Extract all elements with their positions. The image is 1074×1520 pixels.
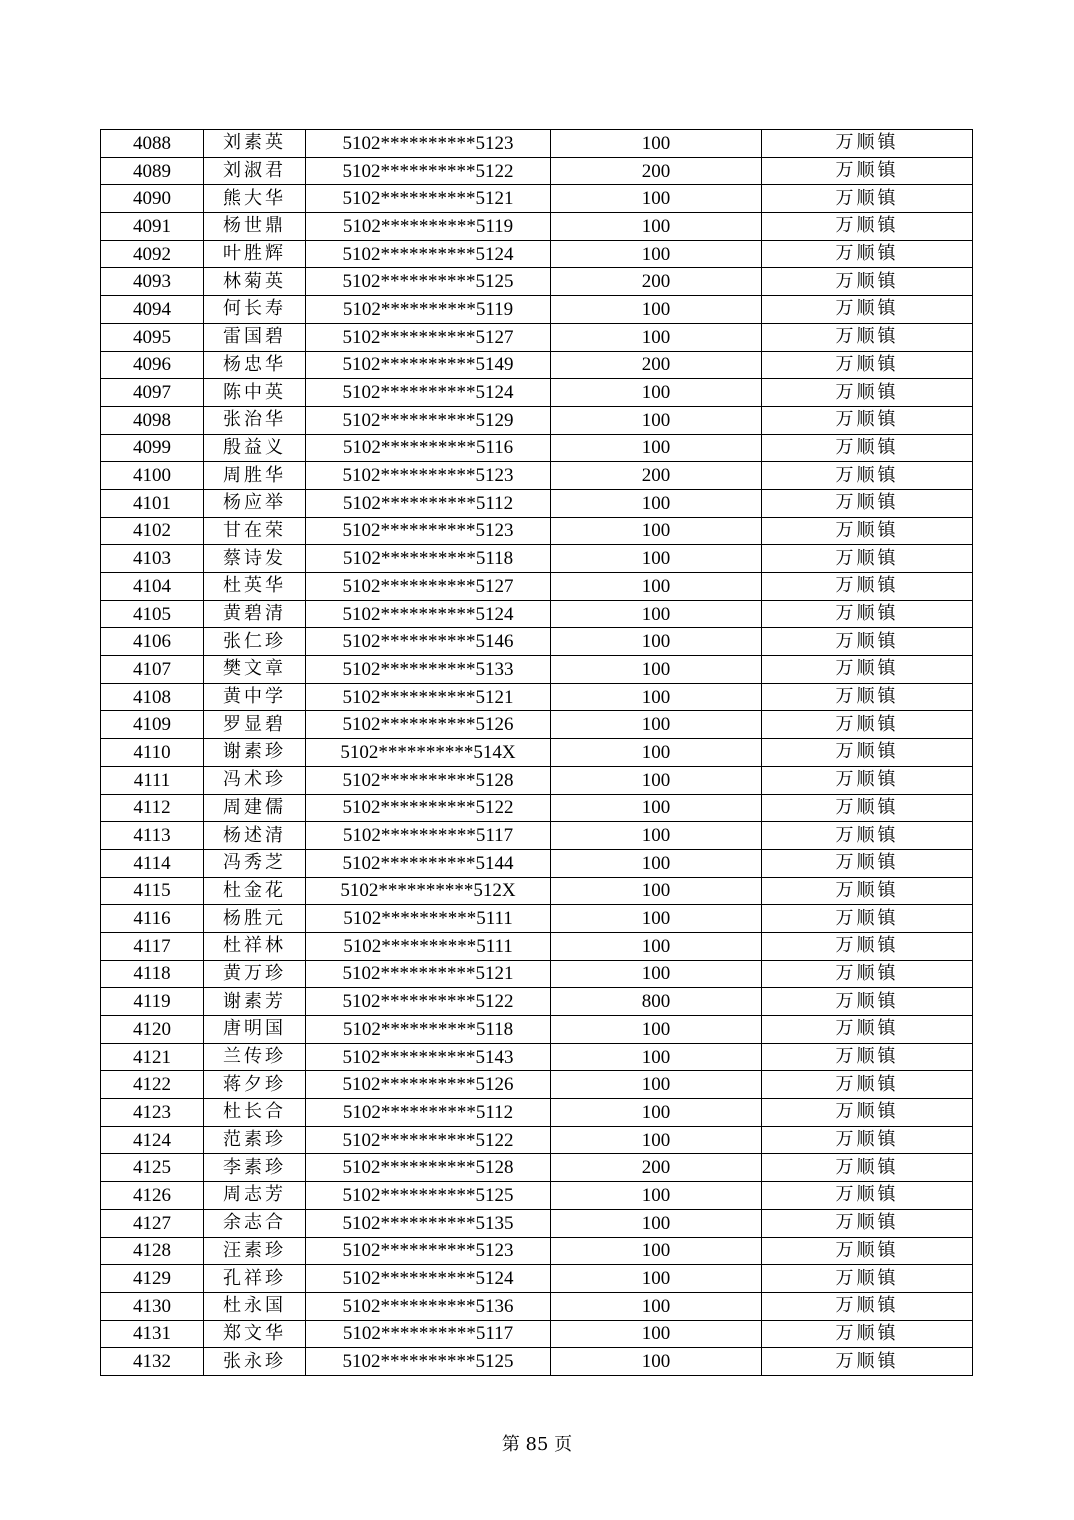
amount-cell: 200 xyxy=(551,1154,762,1182)
town-cell: 万顺镇 xyxy=(762,1237,973,1265)
amount-cell: 200 xyxy=(551,462,762,490)
id-number-cell: 5102**********5119 xyxy=(306,213,551,241)
town-cell: 万顺镇 xyxy=(762,1348,973,1376)
name-cell: 杜英华 xyxy=(204,573,306,601)
table-row xyxy=(101,1071,973,1099)
table-row xyxy=(101,1209,973,1237)
table-row xyxy=(101,960,973,988)
row-index-cell: 4117 xyxy=(101,932,204,960)
roster-table xyxy=(100,129,973,1376)
row-index-cell: 4129 xyxy=(101,1265,204,1293)
table-row xyxy=(101,489,973,517)
row-index-cell: 4102 xyxy=(101,517,204,545)
amount-cell: 100 xyxy=(551,1071,762,1099)
name-cell: 黄中学 xyxy=(204,683,306,711)
town-cell: 万顺镇 xyxy=(762,960,973,988)
id-number-cell: 5102**********514X xyxy=(306,739,551,767)
id-number-cell: 5102**********5125 xyxy=(306,268,551,296)
row-index-cell: 4124 xyxy=(101,1126,204,1154)
table-row xyxy=(101,462,973,490)
name-cell: 樊文章 xyxy=(204,656,306,684)
town-cell: 万顺镇 xyxy=(762,1099,973,1127)
id-number-cell: 5102**********5149 xyxy=(306,351,551,379)
id-number-cell: 5102**********5118 xyxy=(306,545,551,573)
id-number-cell: 5102**********5119 xyxy=(306,296,551,324)
name-cell: 冯术珍 xyxy=(204,766,306,794)
id-number-cell: 5102**********5135 xyxy=(306,1209,551,1237)
amount-cell: 100 xyxy=(551,656,762,684)
town-cell: 万顺镇 xyxy=(762,545,973,573)
id-number-cell: 5102**********5124 xyxy=(306,240,551,268)
amount-cell: 100 xyxy=(551,1320,762,1348)
town-cell: 万顺镇 xyxy=(762,351,973,379)
town-cell: 万顺镇 xyxy=(762,240,973,268)
roster-body xyxy=(101,130,973,1376)
town-cell: 万顺镇 xyxy=(762,1182,973,1210)
table-row xyxy=(101,1237,973,1265)
amount-cell: 100 xyxy=(551,1182,762,1210)
town-cell: 万顺镇 xyxy=(762,600,973,628)
row-index-cell: 4094 xyxy=(101,296,204,324)
row-index-cell: 4092 xyxy=(101,240,204,268)
amount-cell: 100 xyxy=(551,213,762,241)
row-index-cell: 4125 xyxy=(101,1154,204,1182)
name-cell: 蒋夕珍 xyxy=(204,1071,306,1099)
table-row xyxy=(101,1016,973,1044)
id-number-cell: 5102**********5124 xyxy=(306,600,551,628)
amount-cell: 100 xyxy=(551,434,762,462)
town-cell: 万顺镇 xyxy=(762,766,973,794)
town-cell: 万顺镇 xyxy=(762,489,973,517)
id-number-cell: 5102**********5125 xyxy=(306,1348,551,1376)
amount-cell: 100 xyxy=(551,1126,762,1154)
name-cell: 杨述清 xyxy=(204,822,306,850)
row-index-cell: 4096 xyxy=(101,351,204,379)
amount-cell: 100 xyxy=(551,296,762,324)
name-cell: 谢素珍 xyxy=(204,739,306,767)
row-index-cell: 4112 xyxy=(101,794,204,822)
id-number-cell: 5102**********5133 xyxy=(306,656,551,684)
table-row xyxy=(101,711,973,739)
id-number-cell: 5102**********512X xyxy=(306,877,551,905)
row-index-cell: 4115 xyxy=(101,877,204,905)
row-index-cell: 4126 xyxy=(101,1182,204,1210)
row-index-cell: 4123 xyxy=(101,1099,204,1127)
amount-cell: 100 xyxy=(551,240,762,268)
name-cell: 李素珍 xyxy=(204,1154,306,1182)
name-cell: 陈中英 xyxy=(204,379,306,407)
name-cell: 兰传珍 xyxy=(204,1043,306,1071)
id-number-cell: 5102**********5124 xyxy=(306,1265,551,1293)
row-index-cell: 4113 xyxy=(101,822,204,850)
row-index-cell: 4131 xyxy=(101,1320,204,1348)
name-cell: 周建儒 xyxy=(204,794,306,822)
id-number-cell: 5102**********5117 xyxy=(306,1320,551,1348)
id-number-cell: 5102**********5124 xyxy=(306,379,551,407)
amount-cell: 100 xyxy=(551,600,762,628)
name-cell: 郑文华 xyxy=(204,1320,306,1348)
table-row xyxy=(101,1292,973,1320)
town-cell: 万顺镇 xyxy=(762,296,973,324)
town-cell: 万顺镇 xyxy=(762,656,973,684)
row-index-cell: 4089 xyxy=(101,157,204,185)
name-cell: 张治华 xyxy=(204,406,306,434)
name-cell: 汪素珍 xyxy=(204,1237,306,1265)
town-cell: 万顺镇 xyxy=(762,185,973,213)
name-cell: 杜祥林 xyxy=(204,932,306,960)
table-row xyxy=(101,656,973,684)
town-cell: 万顺镇 xyxy=(762,683,973,711)
name-cell: 何长寿 xyxy=(204,296,306,324)
town-cell: 万顺镇 xyxy=(762,462,973,490)
id-number-cell: 5102**********5112 xyxy=(306,489,551,517)
amount-cell: 200 xyxy=(551,157,762,185)
id-number-cell: 5102**********5121 xyxy=(306,185,551,213)
name-cell: 熊大华 xyxy=(204,185,306,213)
row-index-cell: 4111 xyxy=(101,766,204,794)
amount-cell: 800 xyxy=(551,988,762,1016)
amount-cell: 100 xyxy=(551,545,762,573)
id-number-cell: 5102**********5122 xyxy=(306,157,551,185)
id-number-cell: 5102**********5123 xyxy=(306,130,551,158)
row-index-cell: 4110 xyxy=(101,739,204,767)
row-index-cell: 4108 xyxy=(101,683,204,711)
id-number-cell: 5102**********5125 xyxy=(306,1182,551,1210)
name-cell: 杨应举 xyxy=(204,489,306,517)
amount-cell: 100 xyxy=(551,1237,762,1265)
town-cell: 万顺镇 xyxy=(762,932,973,960)
row-index-cell: 4100 xyxy=(101,462,204,490)
amount-cell: 100 xyxy=(551,766,762,794)
id-number-cell: 5102**********5112 xyxy=(306,1099,551,1127)
name-cell: 杜金花 xyxy=(204,877,306,905)
row-index-cell: 4128 xyxy=(101,1237,204,1265)
table-row xyxy=(101,628,973,656)
table-row xyxy=(101,351,973,379)
id-number-cell: 5102**********5118 xyxy=(306,1016,551,1044)
town-cell: 万顺镇 xyxy=(762,1320,973,1348)
town-cell: 万顺镇 xyxy=(762,1043,973,1071)
name-cell: 谢素芳 xyxy=(204,988,306,1016)
id-number-cell: 5102**********5126 xyxy=(306,1071,551,1099)
row-index-cell: 4107 xyxy=(101,656,204,684)
row-index-cell: 4097 xyxy=(101,379,204,407)
table-row xyxy=(101,185,973,213)
row-index-cell: 4095 xyxy=(101,323,204,351)
town-cell: 万顺镇 xyxy=(762,130,973,158)
row-index-cell: 4088 xyxy=(101,130,204,158)
table-row xyxy=(101,379,973,407)
table-row xyxy=(101,1348,973,1376)
town-cell: 万顺镇 xyxy=(762,711,973,739)
id-number-cell: 5102**********5127 xyxy=(306,573,551,601)
row-index-cell: 4098 xyxy=(101,406,204,434)
name-cell: 刘淑君 xyxy=(204,157,306,185)
id-number-cell: 5102**********5128 xyxy=(306,766,551,794)
amount-cell: 100 xyxy=(551,849,762,877)
name-cell: 叶胜辉 xyxy=(204,240,306,268)
name-cell: 周胜华 xyxy=(204,462,306,490)
table-row xyxy=(101,1182,973,1210)
table-row xyxy=(101,268,973,296)
amount-cell: 100 xyxy=(551,683,762,711)
amount-cell: 100 xyxy=(551,822,762,850)
amount-cell: 100 xyxy=(551,711,762,739)
town-cell: 万顺镇 xyxy=(762,1292,973,1320)
id-number-cell: 5102**********5128 xyxy=(306,1154,551,1182)
town-cell: 万顺镇 xyxy=(762,157,973,185)
name-cell: 唐明国 xyxy=(204,1016,306,1044)
amount-cell: 100 xyxy=(551,932,762,960)
name-cell: 雷国碧 xyxy=(204,323,306,351)
town-cell: 万顺镇 xyxy=(762,1265,973,1293)
amount-cell: 100 xyxy=(551,489,762,517)
name-cell: 杨胜元 xyxy=(204,905,306,933)
id-number-cell: 5102**********5144 xyxy=(306,849,551,877)
name-cell: 甘在荣 xyxy=(204,517,306,545)
name-cell: 林菊英 xyxy=(204,268,306,296)
amount-cell: 100 xyxy=(551,1099,762,1127)
name-cell: 罗显碧 xyxy=(204,711,306,739)
town-cell: 万顺镇 xyxy=(762,323,973,351)
row-index-cell: 4090 xyxy=(101,185,204,213)
table-row xyxy=(101,849,973,877)
table-row xyxy=(101,822,973,850)
id-number-cell: 5102**********5136 xyxy=(306,1292,551,1320)
town-cell: 万顺镇 xyxy=(762,1016,973,1044)
table-row xyxy=(101,240,973,268)
id-number-cell: 5102**********5143 xyxy=(306,1043,551,1071)
id-number-cell: 5102**********5127 xyxy=(306,323,551,351)
row-index-cell: 4109 xyxy=(101,711,204,739)
name-cell: 范素珍 xyxy=(204,1126,306,1154)
table-row xyxy=(101,683,973,711)
amount-cell: 100 xyxy=(551,1016,762,1044)
town-cell: 万顺镇 xyxy=(762,628,973,656)
name-cell: 黄万珍 xyxy=(204,960,306,988)
name-cell: 张仁珍 xyxy=(204,628,306,656)
row-index-cell: 4103 xyxy=(101,545,204,573)
id-number-cell: 5102**********5146 xyxy=(306,628,551,656)
town-cell: 万顺镇 xyxy=(762,905,973,933)
town-cell: 万顺镇 xyxy=(762,877,973,905)
town-cell: 万顺镇 xyxy=(762,988,973,1016)
name-cell: 杨世鼎 xyxy=(204,213,306,241)
table-row xyxy=(101,1154,973,1182)
table-row xyxy=(101,905,973,933)
row-index-cell: 4091 xyxy=(101,213,204,241)
row-index-cell: 4105 xyxy=(101,600,204,628)
row-index-cell: 4130 xyxy=(101,1292,204,1320)
amount-cell: 100 xyxy=(551,573,762,601)
row-index-cell: 4104 xyxy=(101,573,204,601)
town-cell: 万顺镇 xyxy=(762,213,973,241)
town-cell: 万顺镇 xyxy=(762,1126,973,1154)
name-cell: 张永珍 xyxy=(204,1348,306,1376)
table-row xyxy=(101,1320,973,1348)
row-index-cell: 4114 xyxy=(101,849,204,877)
amount-cell: 100 xyxy=(551,323,762,351)
id-number-cell: 5102**********5123 xyxy=(306,1237,551,1265)
name-cell: 周志芳 xyxy=(204,1182,306,1210)
id-number-cell: 5102**********5123 xyxy=(306,462,551,490)
table-row xyxy=(101,877,973,905)
amount-cell: 100 xyxy=(551,406,762,434)
table-row xyxy=(101,434,973,462)
table-row xyxy=(101,130,973,158)
town-cell: 万顺镇 xyxy=(762,517,973,545)
name-cell: 杨忠华 xyxy=(204,351,306,379)
table-row xyxy=(101,739,973,767)
table-row xyxy=(101,323,973,351)
amount-cell: 200 xyxy=(551,351,762,379)
name-cell: 杜长合 xyxy=(204,1099,306,1127)
name-cell: 冯秀芝 xyxy=(204,849,306,877)
table-row xyxy=(101,213,973,241)
table-row xyxy=(101,600,973,628)
id-number-cell: 5102**********5111 xyxy=(306,905,551,933)
name-cell: 余志合 xyxy=(204,1209,306,1237)
amount-cell: 100 xyxy=(551,185,762,213)
id-number-cell: 5102**********5126 xyxy=(306,711,551,739)
name-cell: 黄碧清 xyxy=(204,600,306,628)
name-cell: 蔡诗发 xyxy=(204,545,306,573)
amount-cell: 100 xyxy=(551,379,762,407)
town-cell: 万顺镇 xyxy=(762,379,973,407)
amount-cell: 100 xyxy=(551,794,762,822)
name-cell: 殷益义 xyxy=(204,434,306,462)
town-cell: 万顺镇 xyxy=(762,434,973,462)
table-row xyxy=(101,517,973,545)
row-index-cell: 4101 xyxy=(101,489,204,517)
row-index-cell: 4099 xyxy=(101,434,204,462)
town-cell: 万顺镇 xyxy=(762,268,973,296)
row-index-cell: 4132 xyxy=(101,1348,204,1376)
row-index-cell: 4120 xyxy=(101,1016,204,1044)
id-number-cell: 5102**********5129 xyxy=(306,406,551,434)
amount-cell: 100 xyxy=(551,1292,762,1320)
row-index-cell: 4106 xyxy=(101,628,204,656)
table-row xyxy=(101,988,973,1016)
table-row xyxy=(101,573,973,601)
amount-cell: 100 xyxy=(551,1043,762,1071)
amount-cell: 200 xyxy=(551,268,762,296)
row-index-cell: 4119 xyxy=(101,988,204,1016)
row-index-cell: 4118 xyxy=(101,960,204,988)
id-number-cell: 5102**********5122 xyxy=(306,1126,551,1154)
row-index-cell: 4122 xyxy=(101,1071,204,1099)
id-number-cell: 5102**********5123 xyxy=(306,517,551,545)
amount-cell: 100 xyxy=(551,1348,762,1376)
table-row xyxy=(101,545,973,573)
row-index-cell: 4116 xyxy=(101,905,204,933)
id-number-cell: 5102**********5121 xyxy=(306,960,551,988)
amount-cell: 100 xyxy=(551,628,762,656)
town-cell: 万顺镇 xyxy=(762,739,973,767)
id-number-cell: 5102**********5117 xyxy=(306,822,551,850)
town-cell: 万顺镇 xyxy=(762,822,973,850)
amount-cell: 100 xyxy=(551,1265,762,1293)
table-row xyxy=(101,1126,973,1154)
town-cell: 万顺镇 xyxy=(762,1209,973,1237)
table-row xyxy=(101,932,973,960)
amount-cell: 100 xyxy=(551,877,762,905)
amount-cell: 100 xyxy=(551,905,762,933)
table-row xyxy=(101,794,973,822)
amount-cell: 100 xyxy=(551,960,762,988)
town-cell: 万顺镇 xyxy=(762,794,973,822)
town-cell: 万顺镇 xyxy=(762,406,973,434)
amount-cell: 100 xyxy=(551,739,762,767)
table-row xyxy=(101,157,973,185)
amount-cell: 100 xyxy=(551,130,762,158)
page-number: 第 85 页 xyxy=(501,1434,573,1455)
id-number-cell: 5102**********5121 xyxy=(306,683,551,711)
table-row xyxy=(101,1099,973,1127)
town-cell: 万顺镇 xyxy=(762,573,973,601)
table-row xyxy=(101,1265,973,1293)
name-cell: 杜永国 xyxy=(204,1292,306,1320)
row-index-cell: 4093 xyxy=(101,268,204,296)
table-row xyxy=(101,296,973,324)
amount-cell: 100 xyxy=(551,517,762,545)
table-row xyxy=(101,1043,973,1071)
id-number-cell: 5102**********5122 xyxy=(306,988,551,1016)
amount-cell: 100 xyxy=(551,1209,762,1237)
name-cell: 孔祥珍 xyxy=(204,1265,306,1293)
table-row xyxy=(101,766,973,794)
table-row xyxy=(101,406,973,434)
name-cell: 刘素英 xyxy=(204,130,306,158)
row-index-cell: 4121 xyxy=(101,1043,204,1071)
town-cell: 万顺镇 xyxy=(762,849,973,877)
id-number-cell: 5102**********5122 xyxy=(306,794,551,822)
row-index-cell: 4127 xyxy=(101,1209,204,1237)
town-cell: 万顺镇 xyxy=(762,1154,973,1182)
id-number-cell: 5102**********5116 xyxy=(306,434,551,462)
town-cell: 万顺镇 xyxy=(762,1071,973,1099)
id-number-cell: 5102**********5111 xyxy=(306,932,551,960)
